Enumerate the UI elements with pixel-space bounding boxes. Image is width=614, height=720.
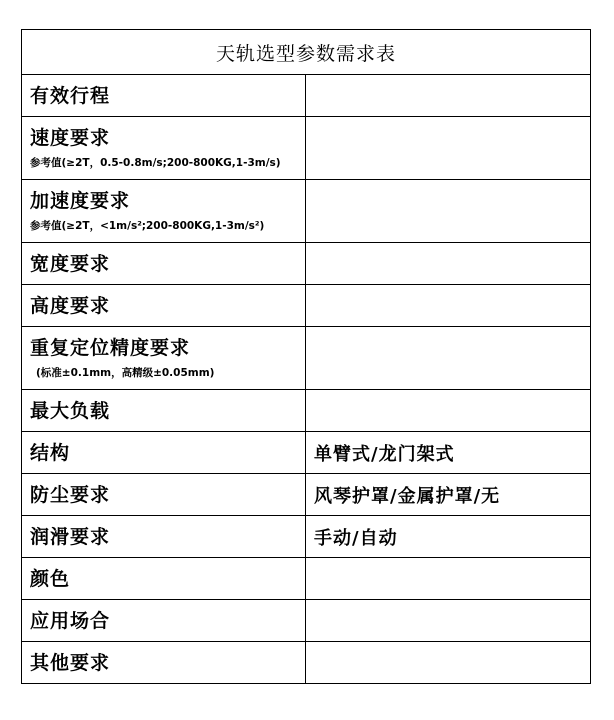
table-row: [22, 117, 591, 180]
row-label: 宽度要求: [30, 252, 111, 275]
row-label-cell: [22, 642, 306, 684]
table-row: [22, 474, 591, 516]
table-title: 天轨选型参数需求表: [22, 30, 591, 75]
row-label-cell: [22, 474, 306, 516]
table-row: [22, 558, 591, 600]
row-label: 重复定位精度要求: [30, 337, 191, 359]
row-value-cell[interactable]: [306, 390, 591, 432]
row-note: (标准±0.1mm，高精级±0.05mm): [36, 367, 215, 379]
row-label: 结构: [30, 441, 71, 464]
row-value: 单臂式/龙门架式: [314, 443, 455, 465]
row-value: 风琴护罩/金属护罩/无: [314, 485, 501, 507]
row-label: 应用场合: [30, 609, 111, 632]
row-value-cell[interactable]: [306, 285, 591, 327]
table-row: [22, 285, 591, 327]
row-note: 参考值(≥2T，0.5-0.8m/s;200-800KG,1-3m/s): [30, 157, 281, 169]
row-label: 有效行程: [30, 84, 111, 107]
row-value-cell[interactable]: [306, 117, 591, 180]
row-label-cell: [22, 600, 306, 642]
row-label-cell: [22, 117, 306, 180]
row-label-cell: [22, 243, 306, 285]
table-row: [22, 75, 591, 117]
row-value-cell[interactable]: [306, 75, 591, 117]
row-label: 其他要求: [30, 651, 111, 674]
row-label-cell: [22, 390, 306, 432]
row-label-cell: [22, 516, 306, 558]
table-row: [22, 180, 591, 243]
table-row: [22, 432, 591, 474]
row-label-cell: [22, 180, 306, 243]
row-note: 参考值(≥2T，<1m/s²;200-800KG,1-3m/s²): [30, 220, 265, 232]
row-value-cell[interactable]: [306, 243, 591, 285]
table-row: [22, 600, 591, 642]
row-label-cell: [22, 558, 306, 600]
row-value-cell[interactable]: [306, 600, 591, 642]
table-row: [22, 390, 591, 432]
row-value-cell[interactable]: [306, 516, 591, 558]
table-row: [22, 327, 591, 390]
row-label: 润滑要求: [30, 525, 111, 548]
row-value-cell[interactable]: [306, 432, 591, 474]
row-label: 速度要求: [30, 127, 111, 149]
row-value-cell[interactable]: [306, 474, 591, 516]
title-row: [22, 30, 591, 75]
table-row: [22, 243, 591, 285]
table-row: [22, 516, 591, 558]
row-label-cell: [22, 327, 306, 390]
row-label: 最大负载: [30, 399, 111, 422]
row-label-cell: [22, 432, 306, 474]
row-label: 防尘要求: [30, 483, 111, 506]
row-value-cell[interactable]: [306, 558, 591, 600]
row-label-cell: [22, 285, 306, 327]
row-value-cell[interactable]: [306, 327, 591, 390]
table-row: [22, 642, 591, 684]
row-label-cell: [22, 75, 306, 117]
row-label: 加速度要求: [30, 190, 131, 212]
row-value-cell[interactable]: [306, 642, 591, 684]
row-value: 手动/自动: [314, 527, 398, 549]
row-label: 高度要求: [30, 294, 111, 317]
row-value-cell[interactable]: [306, 180, 591, 243]
row-label: 颜色: [30, 567, 71, 590]
requirements-table: [21, 29, 591, 684]
